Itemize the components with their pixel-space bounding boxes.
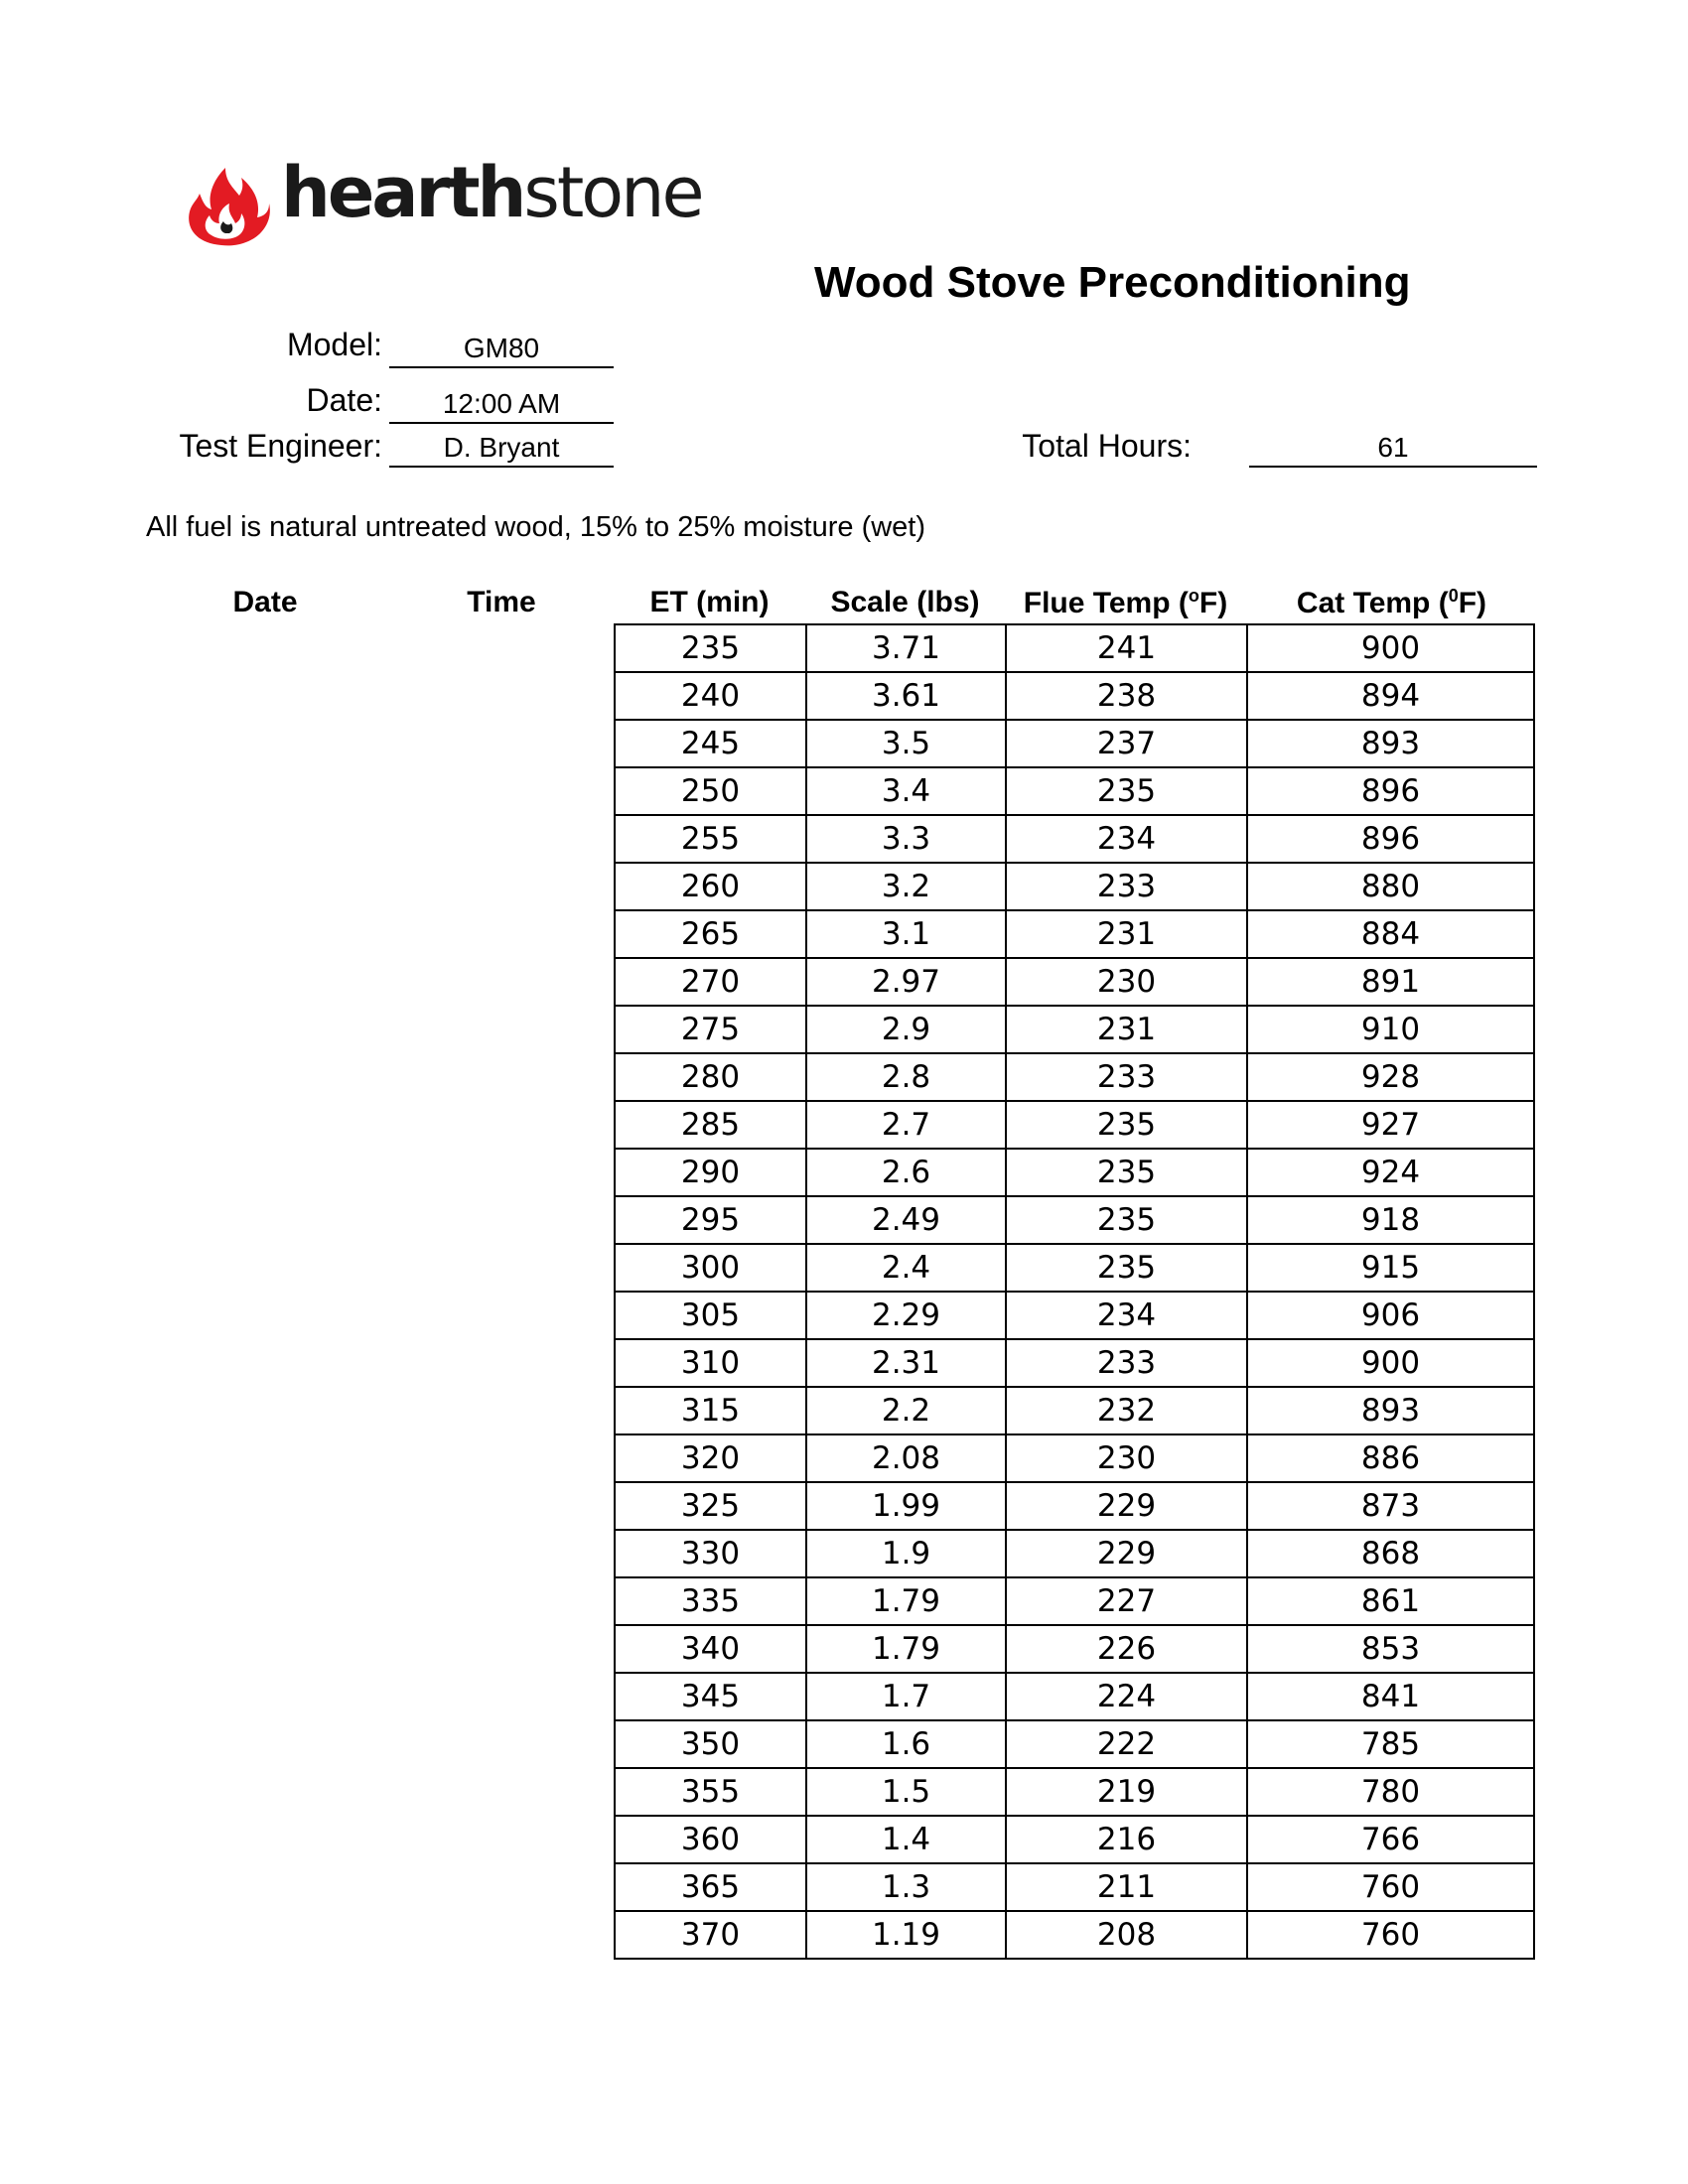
cat-temp-cell: 880 xyxy=(1247,863,1534,910)
scale-cell: 2.08 xyxy=(806,1434,1006,1482)
logo-wordmark xyxy=(281,152,702,233)
date-label: Date: xyxy=(306,382,382,418)
et-cell: 275 xyxy=(615,1006,806,1053)
flue-temp-cell: 216 xyxy=(1006,1816,1247,1863)
table-row xyxy=(615,1673,1534,1720)
et-cell: 360 xyxy=(615,1816,806,1863)
et-cell: 280 xyxy=(615,1053,806,1101)
cat-temp-cell: 760 xyxy=(1247,1911,1534,1959)
table-row xyxy=(615,815,1534,863)
flue-temp-cell: 211 xyxy=(1006,1863,1247,1911)
et-cell: 370 xyxy=(615,1911,806,1959)
cat-temp-cell: 896 xyxy=(1247,767,1534,815)
flue-temp-cell: 234 xyxy=(1006,1292,1247,1339)
scale-cell: 3.3 xyxy=(806,815,1006,863)
scale-cell: 2.2 xyxy=(806,1387,1006,1434)
column-header-date: Date xyxy=(232,586,298,618)
cat-temp-suffix: F) xyxy=(1458,587,1487,619)
et-cell: 255 xyxy=(615,815,806,863)
cat-temp-cell: 906 xyxy=(1247,1292,1534,1339)
table-row xyxy=(615,863,1534,910)
scale-cell: 3.71 xyxy=(806,624,1006,672)
cat-temp-cell: 873 xyxy=(1247,1482,1534,1530)
table-row xyxy=(615,1482,1534,1530)
et-cell: 315 xyxy=(615,1387,806,1434)
table-row xyxy=(615,1292,1534,1339)
scale-cell: 1.3 xyxy=(806,1863,1006,1911)
et-cell: 310 xyxy=(615,1339,806,1387)
table-row xyxy=(615,958,1534,1006)
table-row xyxy=(615,1244,1534,1292)
scale-cell: 2.9 xyxy=(806,1006,1006,1053)
cat-temp-cell: 927 xyxy=(1247,1101,1534,1149)
column-header-time: Time xyxy=(467,586,536,618)
flue-temp-cell: 235 xyxy=(1006,767,1247,815)
et-cell: 345 xyxy=(615,1673,806,1720)
flue-temp-cell: 233 xyxy=(1006,1339,1247,1387)
flue-temp-suffix: F) xyxy=(1198,587,1228,619)
cat-temp-cell: 900 xyxy=(1247,1339,1534,1387)
flue-temp-cell: 233 xyxy=(1006,1053,1247,1101)
et-cell: 305 xyxy=(615,1292,806,1339)
et-cell: 350 xyxy=(615,1720,806,1768)
et-cell: 300 xyxy=(615,1244,806,1292)
table-row xyxy=(615,910,1534,958)
flue-temp-degree: o xyxy=(1188,586,1199,606)
fuel-note: All fuel is natural untreated wood, 15% to 25% moisture (wet) xyxy=(146,511,926,543)
et-cell: 245 xyxy=(615,720,806,767)
cat-temp-cell: 910 xyxy=(1247,1006,1534,1053)
et-cell: 325 xyxy=(615,1482,806,1530)
scale-cell: 2.49 xyxy=(806,1196,1006,1244)
table-row xyxy=(615,1577,1534,1625)
cat-temp-cell: 918 xyxy=(1247,1196,1534,1244)
cat-temp-prefix: Cat Temp ( xyxy=(1296,587,1449,619)
scale-cell: 1.99 xyxy=(806,1482,1006,1530)
cat-temp-cell: 900 xyxy=(1247,624,1534,672)
scale-cell: 1.6 xyxy=(806,1720,1006,1768)
logo-wordmark-bold: hearth xyxy=(281,152,524,233)
test-engineer-label: Test Engineer: xyxy=(179,428,382,464)
logo-wordmark-light: stone xyxy=(523,152,702,233)
table-row xyxy=(615,1768,1534,1816)
hearthstone-logo xyxy=(182,152,702,247)
table-row xyxy=(615,1434,1534,1482)
cat-temp-cell: 915 xyxy=(1247,1244,1534,1292)
table-row xyxy=(615,720,1534,767)
scale-cell: 2.7 xyxy=(806,1101,1006,1149)
flue-temp-cell: 241 xyxy=(1006,624,1247,672)
cat-temp-cell: 868 xyxy=(1247,1530,1534,1577)
cat-temp-cell: 886 xyxy=(1247,1434,1534,1482)
scale-cell: 1.4 xyxy=(806,1816,1006,1863)
table-row xyxy=(615,1149,1534,1196)
et-cell: 355 xyxy=(615,1768,806,1816)
cat-temp-cell: 928 xyxy=(1247,1053,1534,1101)
table-row xyxy=(615,1006,1534,1053)
table-row xyxy=(615,1911,1534,1959)
flue-temp-prefix: Flue Temp ( xyxy=(1023,587,1189,619)
scale-cell: 3.4 xyxy=(806,767,1006,815)
et-cell: 340 xyxy=(615,1625,806,1673)
column-header-scale: Scale (lbs) xyxy=(830,586,980,618)
table-row xyxy=(615,1816,1534,1863)
flue-temp-cell: 230 xyxy=(1006,958,1247,1006)
flue-temp-cell: 230 xyxy=(1006,1434,1247,1482)
scale-cell: 1.5 xyxy=(806,1768,1006,1816)
et-cell: 240 xyxy=(615,672,806,720)
date-value: 12:00 AM xyxy=(389,382,614,424)
model-label: Model: xyxy=(286,327,382,362)
et-cell: 285 xyxy=(615,1101,806,1149)
table-row xyxy=(615,1720,1534,1768)
flue-temp-cell: 231 xyxy=(1006,1006,1247,1053)
et-cell: 320 xyxy=(615,1434,806,1482)
column-header-et: ET (min) xyxy=(649,586,770,618)
readings-table-body xyxy=(615,624,1534,1959)
et-cell: 330 xyxy=(615,1530,806,1577)
total-hours-value: 61 xyxy=(1249,426,1537,468)
scale-cell: 3.61 xyxy=(806,672,1006,720)
flue-temp-cell: 235 xyxy=(1006,1149,1247,1196)
scale-cell: 2.29 xyxy=(806,1292,1006,1339)
table-row xyxy=(615,624,1534,672)
readings-table xyxy=(614,623,1535,1960)
flue-temp-cell: 226 xyxy=(1006,1625,1247,1673)
table-row xyxy=(615,767,1534,815)
flue-temp-cell: 231 xyxy=(1006,910,1247,958)
cat-temp-degree: 0 xyxy=(1448,586,1459,606)
total-hours-label: Total Hours: xyxy=(1022,428,1192,464)
cat-temp-cell: 766 xyxy=(1247,1816,1534,1863)
cat-temp-cell: 894 xyxy=(1247,672,1534,720)
scale-cell: 1.9 xyxy=(806,1530,1006,1577)
et-cell: 235 xyxy=(615,624,806,672)
scale-cell: 3.2 xyxy=(806,863,1006,910)
flue-temp-cell: 232 xyxy=(1006,1387,1247,1434)
et-cell: 335 xyxy=(615,1577,806,1625)
table-row xyxy=(615,1101,1534,1149)
et-cell: 365 xyxy=(615,1863,806,1911)
et-cell: 250 xyxy=(615,767,806,815)
flue-temp-cell: 235 xyxy=(1006,1244,1247,1292)
et-cell: 260 xyxy=(615,863,806,910)
column-header-flue-temp xyxy=(1005,586,1246,620)
cat-temp-cell: 924 xyxy=(1247,1149,1534,1196)
scale-cell: 2.31 xyxy=(806,1339,1006,1387)
cat-temp-cell: 884 xyxy=(1247,910,1534,958)
et-cell: 290 xyxy=(615,1149,806,1196)
flue-temp-cell: 237 xyxy=(1006,720,1247,767)
scale-cell: 1.7 xyxy=(806,1673,1006,1720)
scale-cell: 1.79 xyxy=(806,1577,1006,1625)
scale-cell: 3.5 xyxy=(806,720,1006,767)
table-row xyxy=(615,1863,1534,1911)
flue-temp-cell: 224 xyxy=(1006,1673,1247,1720)
scale-cell: 2.4 xyxy=(806,1244,1006,1292)
cat-temp-cell: 891 xyxy=(1247,958,1534,1006)
flue-temp-cell: 219 xyxy=(1006,1768,1247,1816)
scale-cell: 2.97 xyxy=(806,958,1006,1006)
scale-cell: 1.79 xyxy=(806,1625,1006,1673)
flue-temp-cell: 229 xyxy=(1006,1530,1247,1577)
flue-temp-cell: 238 xyxy=(1006,672,1247,720)
flue-temp-cell: 229 xyxy=(1006,1482,1247,1530)
flue-temp-cell: 235 xyxy=(1006,1101,1247,1149)
cat-temp-cell: 780 xyxy=(1247,1768,1534,1816)
test-engineer-value: D. Bryant xyxy=(389,426,614,468)
table-row xyxy=(615,1053,1534,1101)
cat-temp-cell: 841 xyxy=(1247,1673,1534,1720)
cat-temp-cell: 893 xyxy=(1247,1387,1534,1434)
flue-temp-cell: 227 xyxy=(1006,1577,1247,1625)
table-row xyxy=(615,1196,1534,1244)
table-row xyxy=(615,672,1534,720)
cat-temp-cell: 896 xyxy=(1247,815,1534,863)
flue-temp-cell: 235 xyxy=(1006,1196,1247,1244)
cat-temp-cell: 861 xyxy=(1247,1577,1534,1625)
cat-temp-cell: 853 xyxy=(1247,1625,1534,1673)
table-row xyxy=(615,1339,1534,1387)
cat-temp-cell: 760 xyxy=(1247,1863,1534,1911)
page-title: Wood Stove Preconditioning xyxy=(814,258,1411,307)
cat-temp-cell: 893 xyxy=(1247,720,1534,767)
flue-temp-cell: 234 xyxy=(1006,815,1247,863)
flue-temp-cell: 233 xyxy=(1006,863,1247,910)
table-row xyxy=(615,1387,1534,1434)
model-value: GM80 xyxy=(389,327,614,368)
table-row xyxy=(615,1625,1534,1673)
column-header-cat-temp xyxy=(1246,586,1537,620)
scale-cell: 2.6 xyxy=(806,1149,1006,1196)
flame-icon xyxy=(182,164,271,247)
table-row xyxy=(615,1530,1534,1577)
scale-cell: 2.8 xyxy=(806,1053,1006,1101)
et-cell: 265 xyxy=(615,910,806,958)
cat-temp-cell: 785 xyxy=(1247,1720,1534,1768)
flue-temp-cell: 222 xyxy=(1006,1720,1247,1768)
scale-cell: 1.19 xyxy=(806,1911,1006,1959)
et-cell: 270 xyxy=(615,958,806,1006)
flue-temp-cell: 208 xyxy=(1006,1911,1247,1959)
et-cell: 295 xyxy=(615,1196,806,1244)
scale-cell: 3.1 xyxy=(806,910,1006,958)
